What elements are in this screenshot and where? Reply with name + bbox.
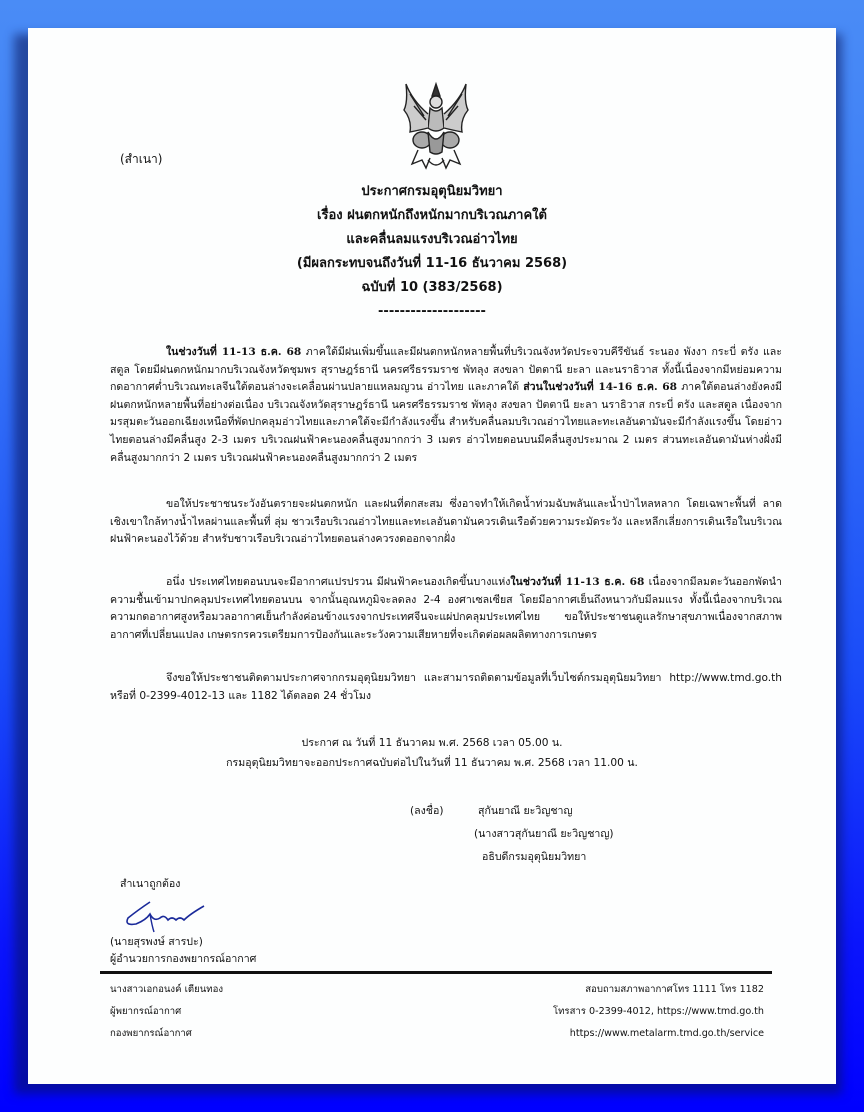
paragraph-warning xyxy=(110,496,782,549)
contact-fax-website: โทรสาร 0-2399-4012, https://www.tmd.go.th xyxy=(552,1006,764,1017)
contact-phone: สอบถามสภาพอากาศโทร 1111 โทร 1182 xyxy=(585,984,764,995)
signer-name: สุกันยาณี ยะวิญชาญ xyxy=(478,805,573,817)
title-line: เรื่อง ฝนตกหนักถึงหนักมากบริเวณภาคใต้ xyxy=(317,208,547,223)
copy-signer-position: ผู้อำนวยการกองพยากรณ์อากาศ xyxy=(110,953,257,965)
announced-date: ประกาศ ณ วันที่ 11 ธันวาคม พ.ศ. 2568 เวลา 05.00 น. xyxy=(301,737,563,749)
paragraph-text: เนื่องจากมีลมตะวันออกพัดนำความชื้นเข้ามาปกคลุมประเทศไทยตอนบน จากนั้นอุณหภูมิจะลดลง 2-4 องศาเซลเซียส โดยมีอากาศเย็นถึงหนาวกับมีลมแรง ทั้งนี้เนื่องจากบริเวณความกดอากาศสูงหรือมวลอากาศเย็นกำลังค่อนข้างแรงจากประเทศจีนจะแผ่ปกคลุมประเทศไทย ขอให้ประชาชนดูแลรักษาสุขภาพเนื่องจากสภาพอากาศที่เปลี่ยนแปลง เกษตรกรควรเตรียมการป้องกันและระวังความเสียหายที่จะเกิดต่อผลผลิตทางการเกษตร xyxy=(110,576,782,641)
forecaster-name: นางสาวเอกอนงค์ เตียนทอง xyxy=(110,984,224,995)
issue-number: ฉบับที่ 10 (383/2568) xyxy=(361,280,503,295)
title-separator: -------------------- xyxy=(378,304,486,319)
date-range-bold: ส่วนในช่วงวันที่ 14-16 ธ.ค. 68 xyxy=(523,381,677,394)
paragraph-follow-up xyxy=(110,670,782,705)
copy-signer xyxy=(110,934,256,968)
document-page xyxy=(28,28,836,1084)
next-issue-date: กรมอุตุนิยมวิทยาจะออกประกาศฉบับต่อไปในวันที่ 11 ธันวาคม พ.ศ. 2568 เวลา 11.00 น. xyxy=(226,757,638,769)
paragraph-text: จึงขอให้ประชาชนติดตามประกาศจากกรมอุตุนิยมวิทยา และสามารถติดตามข้อมูลที่เว็บไซต์กรมอุตุนิยมวิทยา http://www.tmd.go.th หรือที่ 0-2399-4012-13 และ 1182 ได้ตลอด 24 ชั่วโมง xyxy=(110,672,782,702)
forecaster-division: กองพยากรณ์อากาศ xyxy=(110,1028,192,1039)
copy-label: (สำเนา) xyxy=(120,152,163,166)
paragraph-text: อนึ่ง ประเทศไทยตอนบนจะมีอากาศแปรปรวน มีฝนฟ้าคะนองเกิดขึ้นบางแห่ง xyxy=(166,576,511,588)
date-range-bold: ในช่วงวันที่ 11-13 ธ.ค. 68 xyxy=(166,346,302,358)
garuda-emblem-icon xyxy=(398,80,474,172)
announcement-dates xyxy=(28,733,836,773)
footer-forecaster xyxy=(110,979,223,1045)
date-range-bold: ในช่วงวันที่ 11-13 ธ.ค. 68 xyxy=(510,576,645,588)
signed-label: (ลงชื่อ) xyxy=(410,805,444,817)
copy-signer-name: (นายสุรพงษ์ สารปะ) xyxy=(110,936,203,948)
paragraph-forecast xyxy=(110,344,782,467)
contact-service-link[interactable]: https://www.metalarm.tmd.go.th/service xyxy=(569,1028,764,1039)
handwritten-signature-icon xyxy=(120,896,210,938)
signer-full-name: (นางสาวสุกันยาณี ยะวิญชาญ) xyxy=(474,828,614,840)
announcement-title xyxy=(28,180,836,324)
forecaster-title: ผู้พยากรณ์อากาศ xyxy=(110,1006,182,1017)
title-line: (มีผลกระทบจนถึงวันที่ 11-16 ธันวาคม 2568) xyxy=(296,256,568,271)
copy-certified-label: สำเนาถูกต้อง xyxy=(120,878,181,890)
paragraph-text: ขอให้ประชาชนระวังอันตรายจะฝนตกหนัก และฝนที่ตกสะสม ซึ่งอาจทำให้เกิดน้ำท่วมฉับพลันและน้ำป่าไหลหลาก โดยเฉพาะพื้นที่ ลาดเชิงเขาใกล้ทางน้ำไหลผ่านและพื้นที่ ลุ่ม ชาวเรือบริเวณอ่าวไทยและทะเลอันดามันควรเดินเรือด้วยความระมัดระวัง และหลีกเลี่ยงการเดินเรือในบริเวณฝนฟ้าคะนองไว้ด้วย สำหรับชาวเรือบริเวณอ่าวไทยตอนล่างควรงดออกจากฝั่ง xyxy=(110,498,782,546)
paragraph-text: ภาคใต้มีฝนเพิ่มขึ้นและมีฝนตกหนักหลายพื้นที่บริเวณจังหวัดประจวบคีรีขันธ์ ระนอง พังงา กระบี่ ตรัง และสตูล โดยมีฝนตกหนักมากบริเวณจังหวัดชุมพร สุราษฎร์ธานี นครศรีธรรมราช พัทลุง สงขลา ปัตตานี ยะลา และนราธิวาส ทั้งนี้เนื่องจากมีหย่อมความกดอากาศต่ำบริเวณทะเลจีนใต้ตอนล่างจะเคลื่อนผ่านปลายแหลมญวน อ่าวไทย และภาคใต้ xyxy=(110,346,782,394)
signer-position: อธิบดีกรมอุตุนิยมวิทยา xyxy=(482,851,587,863)
paragraph-north xyxy=(110,574,782,644)
paragraph-text: ภาคใต้ตอนล่างยังคงมีฝนตกหนักหลายพื้นที่อย่างต่อเนื่อง บริเวณจังหวัดสุราษฎร์ธานี นครศรีธรรมราช พัทลุง สงขลา ปัตตานี ยะลา นราธิวาส กระบี่ ตรัง และสตูล เนื่องจากมรสุมตะวันออกเฉียงเหนือที่พัดปกคลุมอ่าวไทยและภาคใต้จะมีกำลังแรงขึ้น สำหรับคลื่นลมบริเวณอ่าวไทยและทะเลอันดามันจะมีกำลังแรงขึ้น โดยอ่าวไทยตอนล่างมีคลื่นสูง 2-3 เมตร บริเวณฝนฟ้าคะนองคลื่นสูงมากกว่า 3 เมตร อ่าวไทยตอนบนมีคลื่นสูงประมาณ 2 เมตร ส่วนทะเลอันดามันห่างฝั่งมีคลื่นสูงมากกว่า 2 เมตร บริเวณฝนฟ้าคะนองคลื่นสูงมากกว่า 2 เมตร xyxy=(110,381,782,464)
footer-divider xyxy=(100,971,772,974)
title-line: ประกาศกรมอุตุนิยมวิทยา xyxy=(361,184,503,199)
title-line: และคลื่นลมแรงบริเวณอ่าวไทย xyxy=(346,232,518,247)
footer-contact xyxy=(553,979,764,1045)
